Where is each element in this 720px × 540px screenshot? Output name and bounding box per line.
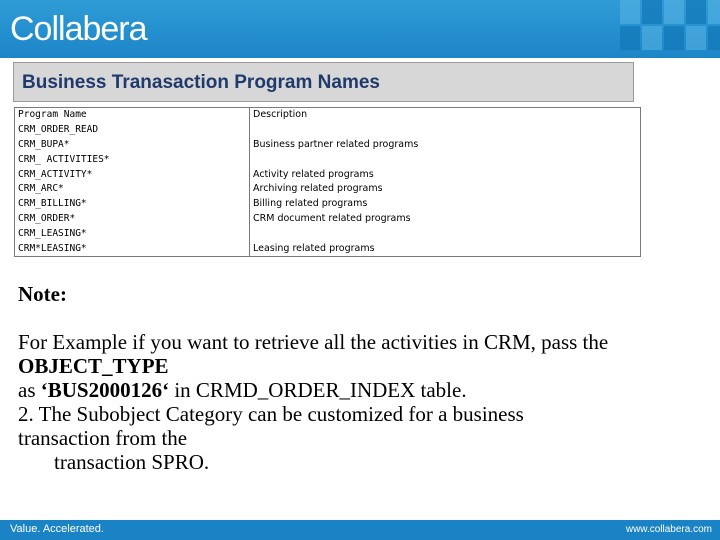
program-name-cell: CRM_ORDER_READ bbox=[15, 123, 250, 138]
slide-title-bar bbox=[13, 62, 634, 102]
program-name-cell: CRM_ ACTIVITIES* bbox=[15, 152, 250, 167]
table-row bbox=[15, 167, 641, 182]
table-row bbox=[15, 226, 641, 241]
footer-url[interactable]: www.collabera.com bbox=[625, 524, 712, 535]
table-row bbox=[15, 138, 641, 153]
table-row bbox=[15, 197, 641, 212]
table-header-row bbox=[15, 108, 641, 123]
description-cell: Billing related programs bbox=[250, 197, 641, 212]
header-description: Description bbox=[250, 108, 641, 123]
table-row bbox=[15, 241, 641, 256]
table-row bbox=[15, 123, 641, 138]
program-name-cell: CRM_BILLING* bbox=[15, 197, 250, 212]
table-row bbox=[15, 152, 641, 167]
program-name-cell: CRM_ACTIVITY* bbox=[15, 167, 250, 182]
description-cell bbox=[250, 152, 641, 167]
note-line-5: transaction from the bbox=[18, 426, 188, 450]
program-name-cell: CRM_LEASING* bbox=[15, 226, 250, 241]
note-line-1: For Example if you want to retrieve all the activities in CRM, pass the bbox=[18, 330, 609, 354]
program-name-cell: CRM_ARC* bbox=[15, 182, 250, 197]
footer-tagline: Value. Accelerated. bbox=[10, 523, 104, 535]
program-name-cell: CRM_BUPA* bbox=[15, 138, 250, 153]
slide-title: Business Tranasaction Program Names bbox=[22, 72, 380, 93]
description-cell: Leasing related programs bbox=[250, 241, 641, 256]
table-row bbox=[15, 212, 641, 227]
description-cell: Archiving related programs bbox=[250, 182, 641, 197]
program-name-cell: CRM_ORDER* bbox=[15, 212, 250, 227]
footer-band bbox=[0, 520, 720, 540]
note-line-6: transaction SPRO. bbox=[54, 450, 210, 474]
note-line-3: as ‘BUS2000126‘ in CRMD_ORDER_INDEX table. bbox=[18, 378, 467, 402]
header-band bbox=[0, 0, 720, 58]
program-name-cell: CRM*LEASING* bbox=[15, 241, 250, 256]
table-row bbox=[15, 182, 641, 197]
description-cell: CRM document related programs bbox=[250, 212, 641, 227]
note-label: Note: bbox=[18, 282, 67, 306]
collabera-logo: Collabera bbox=[10, 10, 147, 48]
note-section bbox=[18, 282, 708, 474]
description-cell bbox=[250, 123, 641, 138]
description-cell: Activity related programs bbox=[250, 167, 641, 182]
note-line-4: 2. The Subobject Category can be customized for a business bbox=[18, 402, 524, 426]
header-program-name: Program Name bbox=[15, 108, 250, 123]
description-cell bbox=[250, 226, 641, 241]
description-cell: Business partner related programs bbox=[250, 138, 641, 153]
program-names-table bbox=[14, 107, 641, 257]
note-line-2: OBJECT_TYPE bbox=[18, 354, 169, 378]
decorative-tiles bbox=[620, 0, 720, 58]
